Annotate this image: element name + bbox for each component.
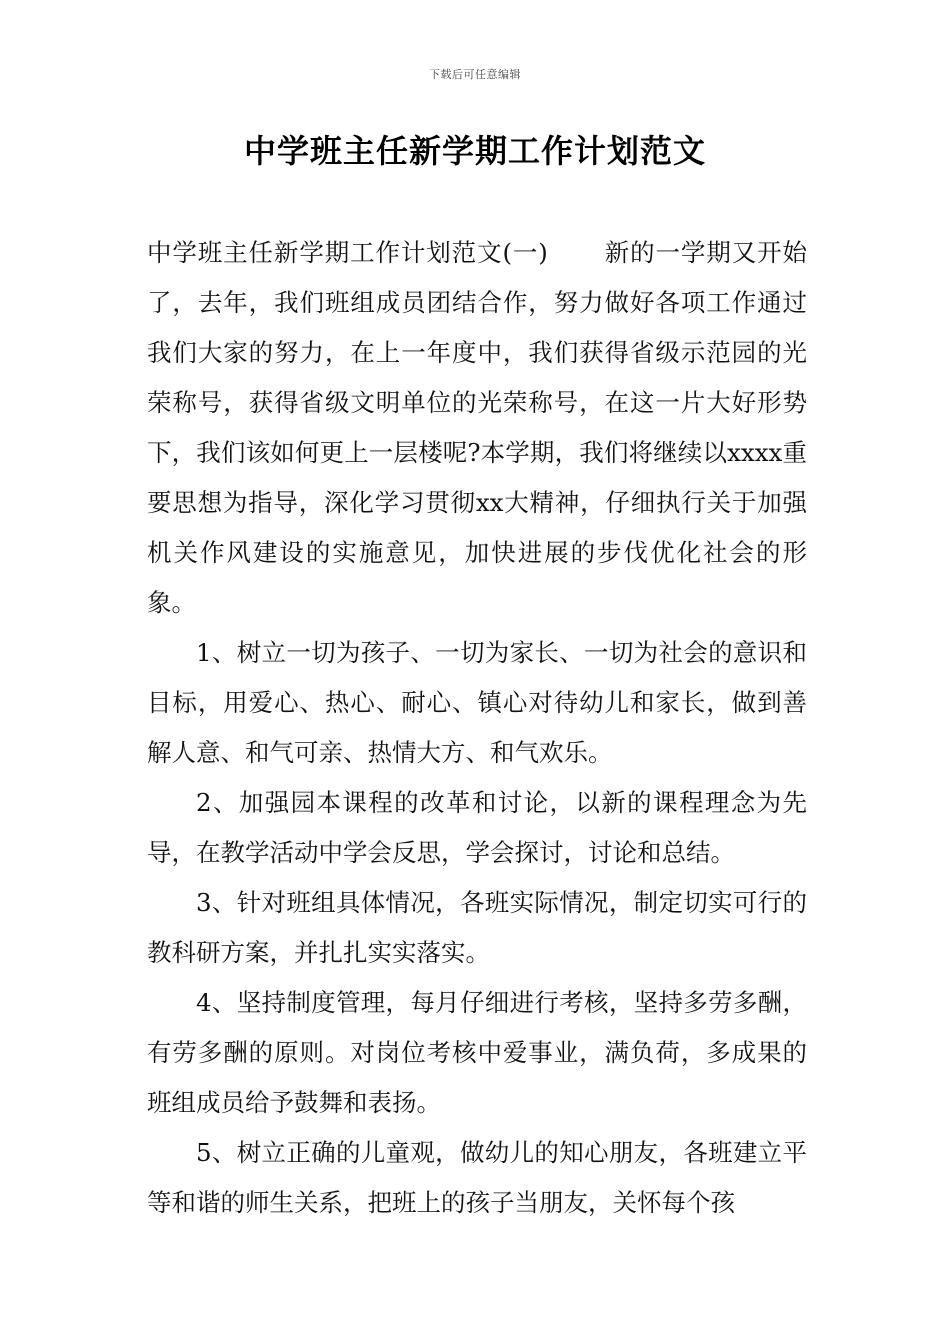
document-title: 中学班主任新学期工作计划范文: [243, 132, 706, 170]
list-item: 4、坚持制度管理，每月仔细进行考核，坚持多劳多酬，有劳多酬的原则。对岗位考核中爱事业，满负荷，多成果的班组成员给予鼓舞和表扬。: [147, 988, 807, 1117]
intro-heading: 中学班主任新学期工作计划范文(一): [147, 238, 548, 267]
document-body: [147, 228, 807, 1228]
header-note: 下载后可任意编辑: [429, 68, 521, 81]
list-item: 5、树立正确的儿童观，做幼儿的知心朋友，各班建立平等和谐的师生关系，把班上的孩子当朋友，关怀每个孩: [147, 1138, 807, 1217]
intro-paragraph: [147, 228, 807, 628]
list-item: 3、针对班组具体情况，各班实际情况，制定切实可行的教科研方案，并扎扎实实落实。: [147, 888, 807, 967]
list-item: 1、树立一切为孩子、一切为家长、一切为社会的意识和目标，用爱心、热心、耐心、镇心对待幼儿和家长，做到善解人意、和气可亲、热情大方、和气欢乐。: [147, 638, 807, 767]
intro-text: 新的一学期又开始了，去年，我们班组成员团结合作，努力做好各项工作通过我们大家的努力，在上一年度中，我们获得省级示范园的光荣称号，获得省级文明单位的光荣称号，在这一片大好形势下，我们该如何更上一层楼呢?本学期，我们将继续以xxxx重要思想为指导，深化学习贯彻xx大精神，仔细执行关于加强机关作风建设的实施意见，加快进展的步伐优化社会的形象。: [147, 238, 807, 617]
list-item: 2、加强园本课程的改革和讨论，以新的课程理念为先导，在教学活动中学会反思，学会探讨，讨论和总结。: [147, 788, 807, 867]
